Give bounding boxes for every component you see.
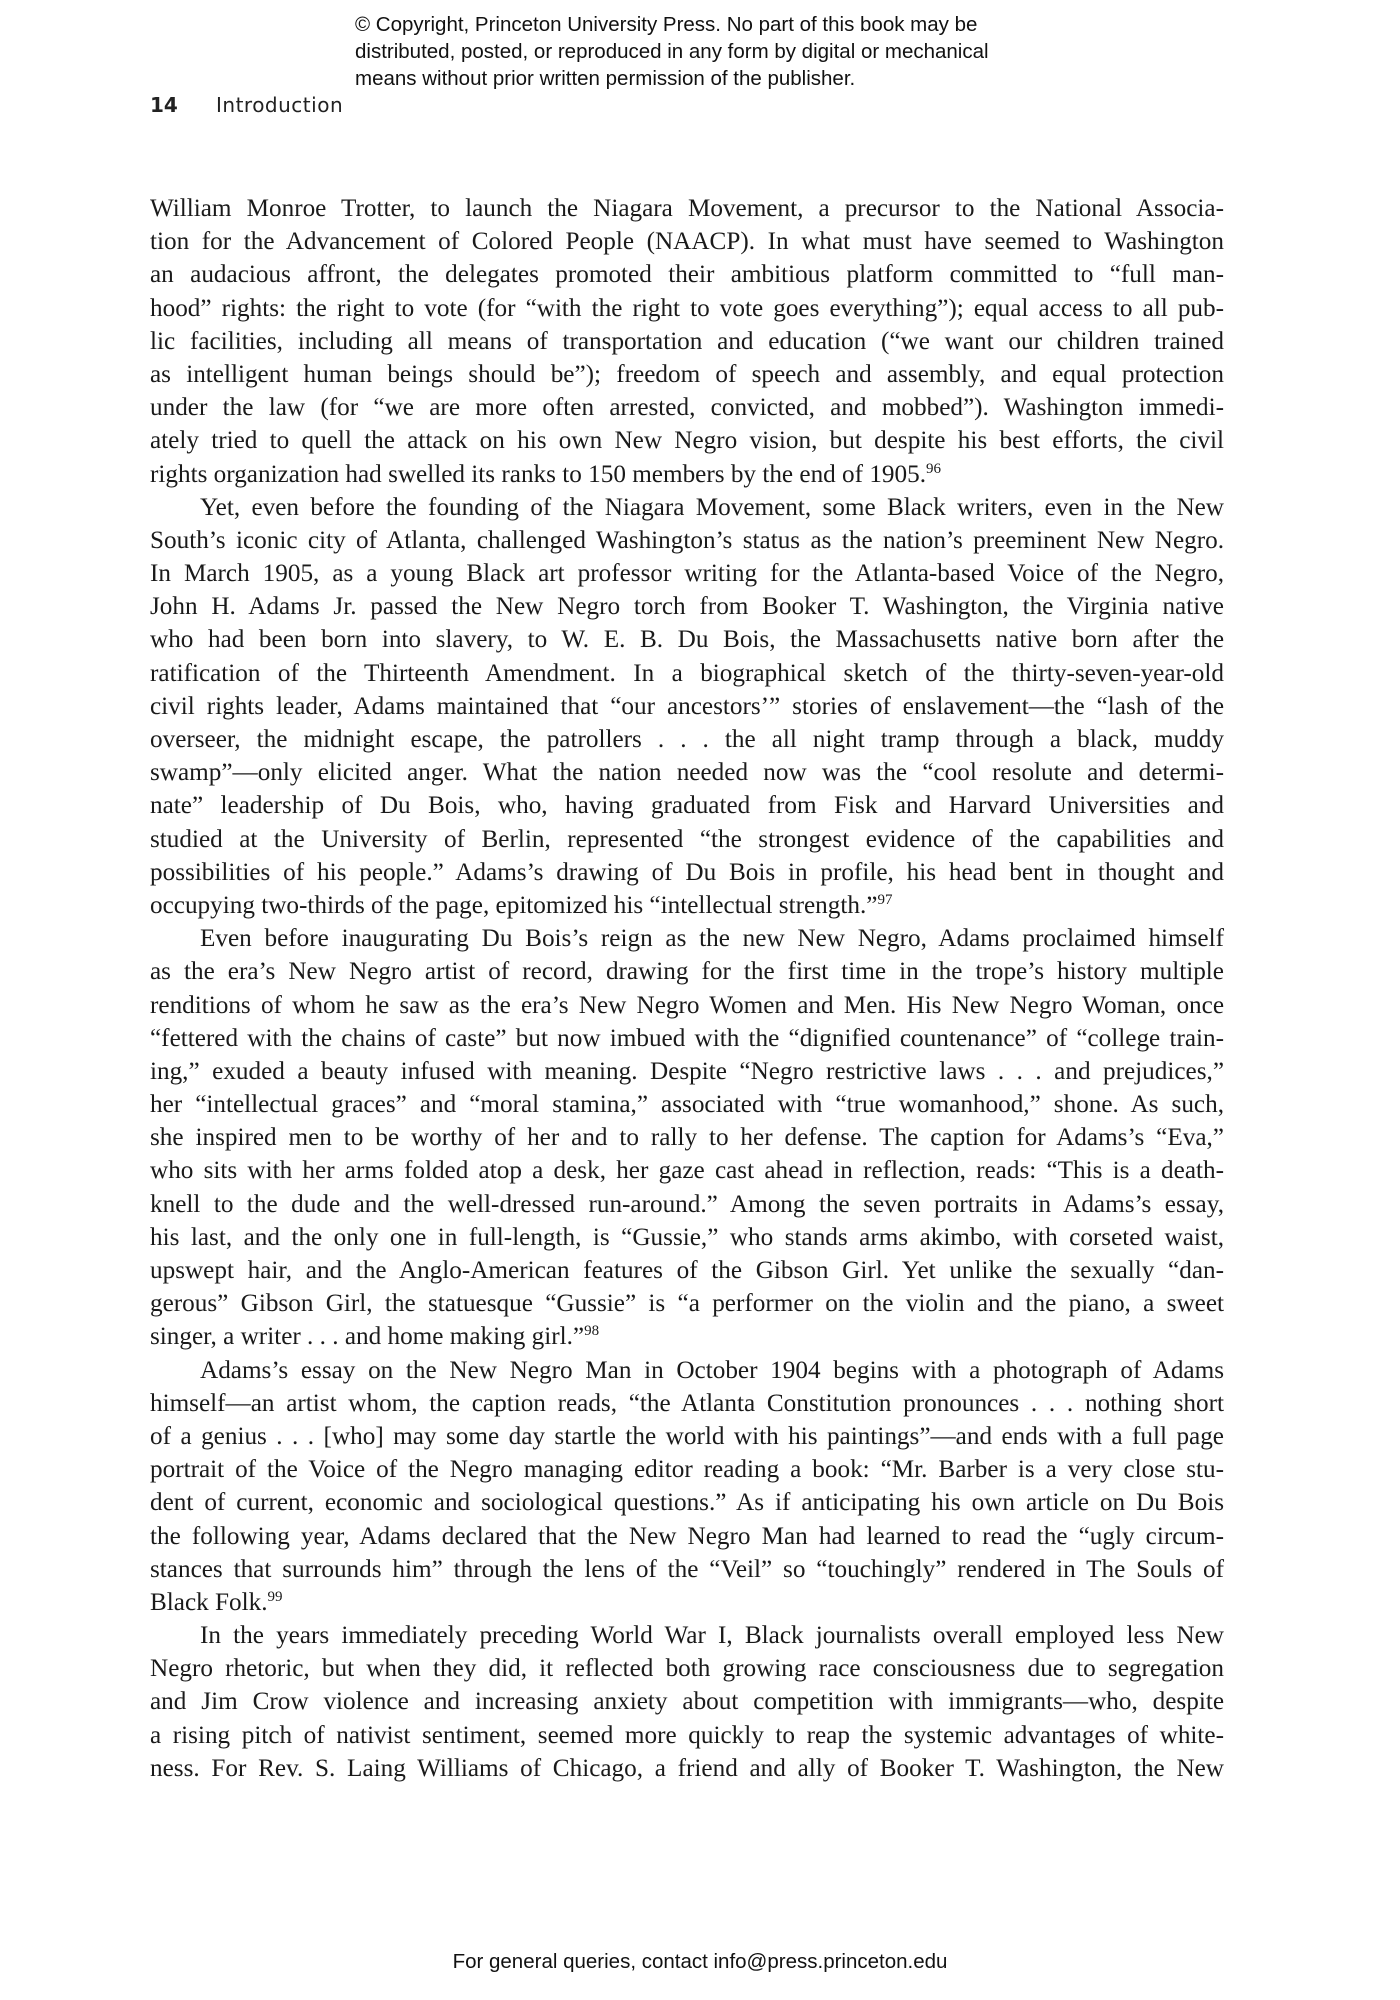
text-line <box>150 723 1224 756</box>
text-line-content: of a genius . . . [who] may some day startle the world with his paintings”—and ends with a full page <box>150 1422 1224 1450</box>
footnote-marker: 96 <box>926 460 942 477</box>
text-line-content: In the years immediately preceding World War I, Black journalists overall employed less New <box>200 1622 1224 1650</box>
text-line-content: studied at the University of Berlin, represented “the strongest evidence of the capabilities and <box>150 825 1224 853</box>
text-line <box>150 955 1224 988</box>
text-line-content: dent of current, economic and sociological questions.” As if anticipating his own article on Du Bois <box>150 1489 1224 1517</box>
text-line <box>150 258 1224 291</box>
page-number: 14 <box>150 93 178 117</box>
text-line <box>150 1520 1224 1553</box>
text-line <box>150 1719 1224 1752</box>
text-line-content: himself—an artist whom, the caption reads, “the Atlanta Constitution pronounces . . . nothing short <box>150 1389 1224 1417</box>
text-line-content: knell to the dude and the well-dressed run-around.” Among the seven portraits in Adams’s essay, <box>150 1190 1224 1218</box>
text-line <box>150 358 1224 391</box>
text-line <box>150 1254 1224 1287</box>
text-line <box>150 856 1224 889</box>
text-line <box>150 1619 1224 1652</box>
text-line-content: nate” leadership of Du Bois, who, having graduated from Fisk and Harvard Universities and <box>150 792 1224 820</box>
text-line-content: overseer, the midnight escape, the patrollers . . . the all night tramp through a black, muddy <box>150 726 1224 753</box>
text-line-content: as intelligent human beings should be”); freedom of speech and assembly, and equal protection <box>150 360 1224 388</box>
text-line-content: Negro rhetoric, but when they did, it reflected both growing race consciousness due to segregation <box>150 1655 1224 1683</box>
text-line-content: under the law (for “we are more often arrested, convicted, and mobbed”). Washington immedi- <box>150 394 1224 422</box>
text-line <box>150 225 1224 258</box>
footnote-marker: 97 <box>877 891 893 908</box>
text-line <box>150 1221 1224 1254</box>
text-line <box>150 1685 1224 1718</box>
text-line <box>150 1154 1224 1187</box>
text-line-content: ing,” exuded a beauty infused with meaning. Despite “Negro restrictive laws . . . and prejudices,” <box>150 1057 1224 1085</box>
text-line <box>150 1486 1224 1519</box>
text-line <box>150 690 1224 723</box>
text-line <box>150 1287 1224 1320</box>
running-head <box>150 93 343 117</box>
text-line-content: Black Folk. <box>150 1588 268 1616</box>
text-line <box>150 1121 1224 1154</box>
text-line-content: lic facilities, including all means of transportation and education (“we want our children trained <box>150 327 1224 355</box>
text-line <box>150 524 1224 557</box>
text-line <box>150 1586 1224 1619</box>
text-line-content: occupying two-thirds of the page, epitomized his “intellectual strength.” <box>150 891 878 919</box>
text-line <box>150 391 1224 424</box>
text-line <box>150 491 1224 524</box>
copyright-line: distributed, posted, or reproduced in any form by digital or mechanical <box>355 40 989 63</box>
text-line-content: ratification of the Thirteenth Amendment. In a biographical sketch of the thirty-seven-year-old <box>150 659 1224 687</box>
text-line-content: rights organization had swelled its ranks to 150 members by the end of 1905. <box>150 460 927 488</box>
text-line-content: Even before inaugurating Du Bois’s reign as the new New Negro, Adams proclaimed himself <box>200 925 1224 953</box>
text-line-content: John H. Adams Jr. passed the New Negro torch from Booker T. Washington, the Virginia native <box>150 593 1224 621</box>
text-line <box>150 623 1224 656</box>
text-line <box>150 1354 1224 1387</box>
text-line-content: swamp”—only elicited anger. What the nation needed now was the “cool resolute and determi- <box>150 759 1224 787</box>
text-line-content: as the era’s New Negro artist of record, drawing for the first time in the trope’s history multiple <box>150 958 1224 986</box>
text-line <box>150 1387 1224 1420</box>
text-line-content: tion for the Advancement of Colored People (NAACP). In what must have seemed to Washington <box>150 228 1224 256</box>
text-line <box>150 1022 1224 1055</box>
text-line-content: gerous” Gibson Girl, the statuesque “Gussie” is “a performer on the violin and the piano, a sweet <box>150 1290 1224 1318</box>
text-line <box>150 1055 1224 1088</box>
text-line <box>150 192 1224 225</box>
section-title: Introduction <box>216 93 344 117</box>
text-line-content: upswept hair, and the Anglo-American features of the Gibson Girl. Yet unlike the sexually “dan- <box>150 1257 1224 1284</box>
text-line <box>150 1752 1224 1785</box>
text-line-content: hood” rights: the right to vote (for “with the right to vote goes everything”); equal access to all pub- <box>150 294 1224 322</box>
footer-contact: For general queries, contact info@press.princeton.edu <box>452 1950 948 1973</box>
text-line <box>150 325 1224 358</box>
text-line-content: Adams’s essay on the New Negro Man in October 1904 begins with a photograph of Adams <box>200 1356 1224 1384</box>
text-line <box>150 1420 1224 1453</box>
text-line <box>150 458 1224 491</box>
text-line <box>150 989 1224 1022</box>
text-line-content: possibilities of his people.” Adams’s drawing of Du Bois in profile, his head bent in thought and <box>150 858 1224 886</box>
text-line <box>150 1453 1224 1486</box>
copyright-line: © Copyright, Princeton University Press. No part of this book may be <box>355 13 978 36</box>
text-line-content: singer, a writer . . . and home making girl.” <box>150 1323 585 1351</box>
text-line <box>150 657 1224 690</box>
text-line <box>150 590 1224 623</box>
text-line-content: who sits with her arms folded atop a desk, her gaze cast ahead in reflection, reads: “This is a death- <box>150 1157 1224 1185</box>
text-line <box>150 889 1224 922</box>
footnote-marker: 98 <box>584 1323 600 1340</box>
text-line-content: an audacious affront, the delegates promoted their ambitious platform committed to “full man- <box>150 261 1224 289</box>
text-line <box>150 557 1224 590</box>
text-line-content: South’s iconic city of Atlanta, challenged Washington’s status as the nation’s preeminent New Negro. <box>150 526 1224 554</box>
text-line-content: portrait of the Voice of the Negro managing editor reading a book: “Mr. Barber is a very close stu- <box>150 1456 1224 1484</box>
text-line <box>150 922 1224 955</box>
text-line-content: ately tried to quell the attack on his own New Negro vision, but despite his best efforts, the civil <box>150 427 1224 455</box>
text-line-content: she inspired men to be worthy of her and to rally to her defense. The caption for Adams’s “Eva,” <box>150 1124 1224 1152</box>
text-line-content: who had been born into slavery, to W. E. B. Du Bois, the Massachusetts native born after the <box>150 626 1224 654</box>
text-line-content: a rising pitch of nativist sentiment, seemed more quickly to reap the systemic advantages of white- <box>150 1721 1224 1749</box>
text-line-content: the following year, Adams declared that the New Negro Man had learned to read the “ugly circum- <box>150 1522 1224 1550</box>
text-line <box>150 789 1224 822</box>
text-line <box>150 1188 1224 1221</box>
text-line <box>150 1088 1224 1121</box>
text-line <box>150 823 1224 856</box>
text-line <box>150 756 1224 789</box>
text-line-content: “fettered with the chains of caste” but now imbued with the “dignified countenance” of “college train- <box>150 1024 1224 1052</box>
text-line-content: and Jim Crow violence and increasing anxiety about competition with immigrants—who, despite <box>150 1688 1224 1716</box>
text-line-content: her “intellectual graces” and “moral stamina,” associated with “true womanhood,” shone. As such, <box>150 1091 1224 1119</box>
footnote-marker: 99 <box>267 1588 283 1605</box>
text-line <box>150 1652 1224 1685</box>
text-line-content: ness. For Rev. S. Laing Williams of Chicago, a friend and ally of Booker T. Washington, the New <box>150 1754 1224 1782</box>
text-line <box>150 1553 1224 1586</box>
body-text <box>150 192 1224 1785</box>
text-line-content: stances that surrounds him” through the lens of the “Veil” so “touchingly” rendered in The Souls of <box>150 1555 1224 1583</box>
text-line-content: his last, and the only one in full-length, is “Gussie,” who stands arms akimbo, with corseted waist, <box>150 1223 1224 1251</box>
text-line-content: William Monroe Trotter, to launch the Niagara Movement, a precursor to the National Associa- <box>150 195 1224 222</box>
text-line <box>150 1320 1224 1353</box>
copyright-notice <box>355 11 1075 92</box>
text-line-content: renditions of whom he saw as the era’s New Negro Women and Men. His New Negro Woman, once <box>150 991 1224 1019</box>
copyright-line: means without prior written permission of the publisher. <box>355 67 856 90</box>
text-line-content: civil rights leader, Adams maintained that “our ancestors’” stories of enslavement—the “lash of the <box>150 692 1224 720</box>
text-line-content: Yet, even before the founding of the Niagara Movement, some Black writers, even in the New <box>200 493 1224 521</box>
text-line <box>150 424 1224 457</box>
text-line-content: In March 1905, as a young Black art professor writing for the Atlanta-based Voice of the Negro, <box>150 560 1224 588</box>
text-line <box>150 292 1224 325</box>
